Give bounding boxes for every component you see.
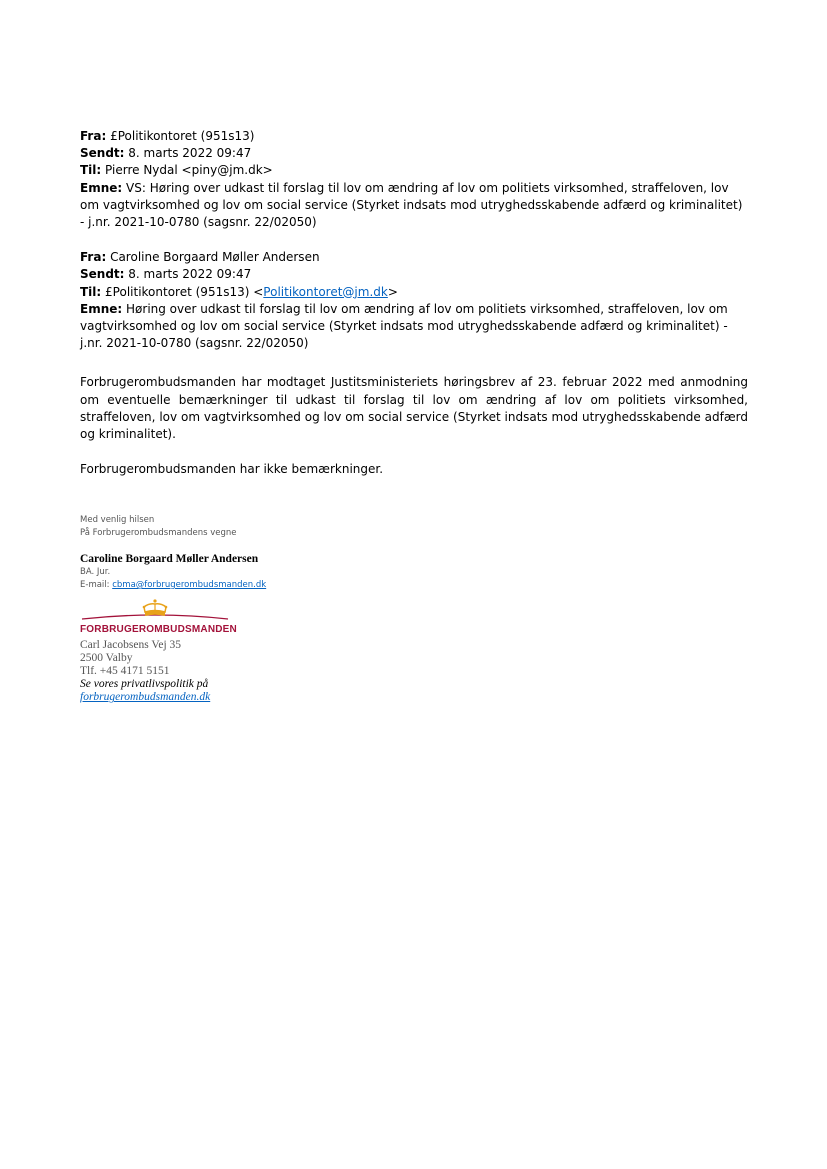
address-city: 2500 Valby bbox=[80, 652, 133, 665]
sent-value: 8. marts 2022 09:47 bbox=[128, 267, 252, 282]
on-behalf: På Forbrugerombudsmandens vegne bbox=[80, 527, 237, 538]
sent-label: Sendt: bbox=[80, 146, 125, 161]
subject-value: VS: Høring over udkast til forslag til lov om ændring af lov om politiets virksomhed, straffeloven, lov om vagtvirksomhed og lov om social service (Styrket indsats mod utryghedsskabende adfærd og kriminalitet) - j.nr. 2021-10-0780 (sagsnr. 22/02050) bbox=[80, 180, 743, 230]
privacy-text: Se vores privatlivspolitik på bbox=[80, 678, 209, 691]
subject-label: Emne: bbox=[80, 180, 123, 195]
from-value: Caroline Borgaard Møller Andersen bbox=[110, 250, 320, 265]
subject-label: Emne: bbox=[80, 301, 123, 316]
forbrugerombudsmanden-logo bbox=[80, 597, 237, 639]
signature-block bbox=[80, 514, 748, 704]
signature-email-line bbox=[80, 579, 748, 592]
to-label: Til: bbox=[80, 163, 102, 178]
from-value: £Politikontoret (951s13) bbox=[110, 129, 255, 143]
signature-title: BA. Jur. bbox=[80, 567, 111, 578]
email-label: E-mail: bbox=[80, 579, 113, 590]
to-label: Til: bbox=[80, 284, 102, 299]
email-header-2 bbox=[80, 249, 748, 352]
phone: Tlf. +45 4171 5151 bbox=[80, 665, 170, 678]
body-paragraph-2: Forbrugerombudsmanden har ikke bemærkninger. bbox=[80, 462, 384, 477]
sent-label: Sendt: bbox=[80, 267, 125, 282]
from-label: Fra: bbox=[80, 129, 107, 143]
to-value: Pierre Nydal <piny@jm.dk> bbox=[105, 163, 273, 178]
subject-value: Høring over udkast til forslag til lov om ændring af lov om politiets virksomhed, straffeloven, lov om vagtvirksomhed og lov om social service (Styrket indsats mod utryghedsskabende adfærd og kriminalitet) - j.nr. 2021-10-0780 (sagsnr. 22/02050) bbox=[80, 301, 728, 351]
greeting: Med venlig hilsen bbox=[80, 515, 155, 526]
signature-name: Caroline Borgaard Møller Andersen bbox=[80, 553, 259, 566]
body-paragraph-1: Forbrugerombudsmanden har modtaget Justitsministeriets høringsbrev af 23. februar 2022 med anmodning om eventuelle bemærkninger til udkast til forslag til lov om ændring af lov om politiets virksomhed, straffeloven, lov om vagtvirksomhed og lov om social service (Styrket indsats mod utryghedsskabende adfærd og kriminalitet). bbox=[80, 375, 748, 442]
politikontoret-email-link[interactable]: Politikontoret@jm.dk bbox=[263, 284, 388, 299]
address-street: Carl Jacobsens Vej 35 bbox=[80, 639, 182, 652]
signature-email-link[interactable]: cbma@forbrugerombudsmanden.dk bbox=[112, 579, 267, 590]
crown-icon bbox=[80, 597, 230, 627]
sent-value: 8. marts 2022 09:47 bbox=[128, 146, 252, 161]
privacy-link[interactable]: forbrugerombudsmanden.dk bbox=[80, 691, 211, 704]
logo-text: FORBRUGEROMBUDSMANDEN bbox=[80, 624, 237, 636]
email-header-1 bbox=[80, 128, 748, 231]
from-label: Fra: bbox=[80, 250, 107, 265]
document-page bbox=[80, 128, 748, 704]
to-prefix: £Politikontoret (951s13) < bbox=[105, 284, 264, 299]
to-suffix: > bbox=[387, 284, 398, 299]
